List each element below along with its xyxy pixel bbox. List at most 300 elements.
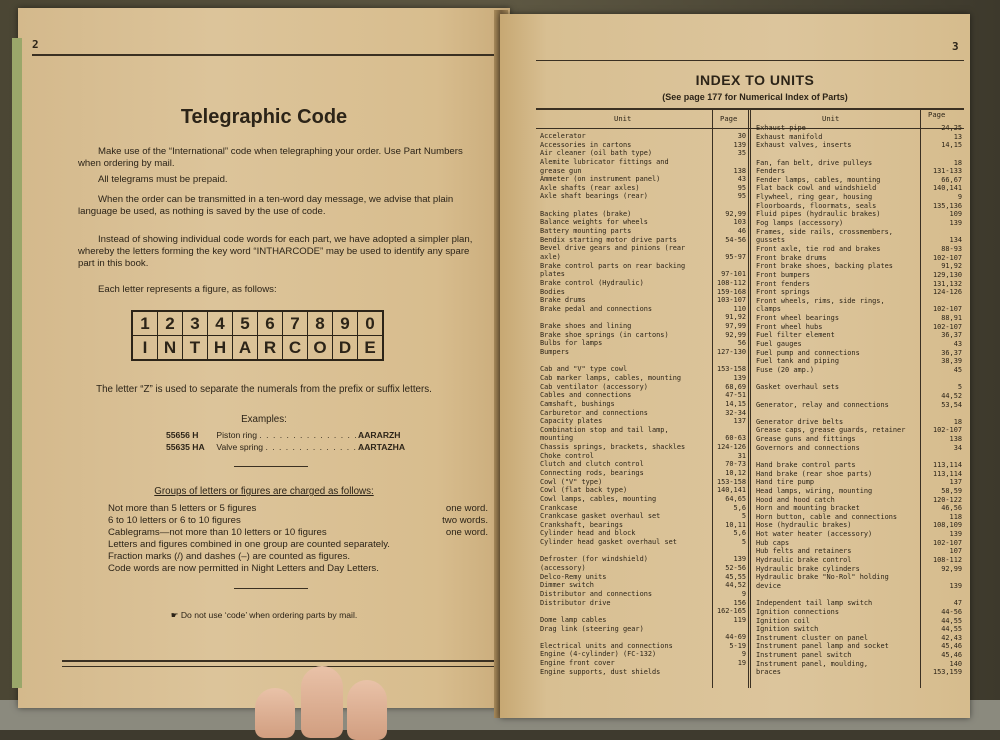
example-answer: AARARZH — [358, 430, 401, 440]
index-entry-unit: Combination stop and tail lamp, — [540, 425, 669, 434]
index-entry-unit: grease gun — [540, 166, 582, 175]
paragraph: Each letter represents a figure, as follows: — [98, 284, 277, 295]
index-entry — [756, 193, 966, 202]
index-entry-page: 14,15 — [725, 399, 746, 408]
index-entry-page: 113,114 — [932, 469, 962, 478]
index-entry — [756, 202, 966, 211]
index-entry — [756, 660, 966, 669]
index-entry — [756, 599, 966, 608]
index-entry-unit: gussets — [756, 236, 786, 245]
index-entry-page: 97-101 — [721, 270, 746, 279]
index-entry-unit: Grease guns and fittings — [756, 435, 856, 444]
index-entry-page: 110 — [733, 304, 746, 313]
index-entry-unit: Brake shoes and lining — [540, 322, 632, 331]
index-entry — [756, 236, 966, 245]
index-entry-unit: Ignition switch — [756, 625, 819, 634]
index-entry-page: 95 — [737, 183, 746, 192]
index-entry-unit: Bevel drive gears and pinions (rear — [540, 244, 686, 253]
index-column-right — [756, 124, 966, 677]
index-entry-page: 92,99 — [725, 209, 746, 218]
code-letter: O — [308, 336, 333, 361]
index-entry — [756, 228, 966, 237]
index-entry-unit: Fuel filter element — [756, 331, 835, 340]
index-entry — [540, 279, 748, 288]
index-entry-unit: braces — [756, 668, 781, 677]
index-entry-unit: Air cleaner (oil bath type) — [540, 149, 653, 158]
index-entry — [540, 443, 748, 452]
index-entry — [756, 521, 966, 530]
index-entry — [540, 331, 748, 340]
index-entry-page: 127-130 — [716, 348, 746, 357]
index-entry-page: 5 — [741, 538, 746, 547]
index-entry — [540, 383, 748, 392]
index-entry — [540, 478, 748, 487]
index-entry-unit: Grease caps, grease guards, retainer — [756, 426, 906, 435]
left-page — [18, 8, 510, 708]
index-entry — [540, 486, 748, 495]
group-rule-charge: one word. — [445, 503, 488, 514]
index-entry — [540, 573, 748, 582]
index-entry — [540, 659, 748, 668]
index-entry — [540, 434, 748, 443]
index-entry — [540, 400, 748, 409]
index-entry — [756, 297, 966, 306]
index-entry-unit: Cowl ("V" type) — [540, 477, 603, 486]
index-entry — [540, 607, 748, 616]
group-rule — [108, 539, 488, 550]
code-letter: D — [333, 336, 358, 361]
index-entry-page: 102-107 — [932, 538, 962, 547]
index-entry — [756, 530, 966, 539]
index-entry — [756, 288, 966, 297]
index-entry-page: 45 — [953, 365, 962, 374]
index-entry-page: 38,39 — [941, 357, 962, 366]
finger — [255, 688, 295, 738]
index-entry-page: 31 — [737, 451, 746, 460]
leader-dots: . . . . . . . . . . . . . . . . — [265, 442, 371, 452]
index-entry-page: 46 — [737, 227, 746, 236]
index-entry-unit: Bumpers — [540, 348, 570, 357]
index-entry-unit: Fluid pipes (hydraulic brakes) — [756, 210, 881, 219]
index-entry-page: 139 — [949, 530, 962, 539]
index-entry-page: 66,67 — [941, 175, 962, 184]
index-entry-unit: Fan, fan belt, drive pulleys — [756, 158, 873, 167]
index-entry — [756, 176, 966, 185]
index-entry-page: 140,141 — [932, 184, 962, 193]
index-entry-page: 43 — [737, 175, 746, 184]
index-entry-unit: Hot water heater (accessory) — [756, 530, 873, 539]
index-entry-page: 95-97 — [725, 252, 746, 261]
index-entry-page: 24,25 — [941, 124, 962, 132]
index-entry — [540, 512, 748, 521]
index-entry-page: 35 — [737, 149, 746, 158]
index-entry — [756, 470, 966, 479]
group-rule — [108, 503, 488, 514]
index-entry-unit: clamps — [756, 305, 781, 314]
index-entry — [540, 555, 748, 564]
group-rule-text: 6 to 10 letters or 6 to 10 figures — [108, 515, 241, 526]
index-entry — [756, 582, 966, 591]
example-answer: AARTAZHA — [358, 442, 406, 452]
index-entry-unit: Flat back cowl and windshield — [756, 184, 877, 193]
index-entry-unit: Exhaust pipe — [756, 124, 806, 132]
index-entry — [756, 634, 966, 643]
index-entry — [756, 219, 966, 228]
index-entry — [756, 159, 966, 168]
index-entry-unit: Crankcase gasket overhaul set — [540, 512, 661, 521]
index-entry — [540, 149, 748, 158]
index-entry-page: 95 — [737, 192, 746, 201]
index-entry-page: 44,55 — [941, 616, 962, 625]
index-entry — [756, 271, 966, 280]
index-entry — [756, 357, 966, 366]
index-entry-unit: Axle shafts (rear axles) — [540, 183, 640, 192]
top-rule — [536, 60, 964, 61]
index-entry — [540, 633, 748, 642]
index-entry-unit: Fuse (20 amp.) — [756, 365, 815, 374]
index-entry-unit: Cab ventilator (accessory) — [540, 382, 648, 391]
example-code: 55656 H — [166, 430, 199, 440]
index-entry-unit: Dome lamp cables — [540, 615, 607, 624]
index-entry — [540, 348, 748, 357]
index-entry-page: 118 — [949, 512, 962, 521]
index-entry-page: 45,46 — [941, 642, 962, 651]
index-entry-unit: Brake drums — [540, 296, 586, 305]
column-header-page: Page — [720, 114, 738, 123]
index-entry-page: 139 — [949, 219, 962, 228]
code-digit: 1 — [132, 311, 158, 336]
index-entry-page: 139 — [733, 555, 746, 564]
index-entry-page: 140 — [949, 659, 962, 668]
page-edge — [12, 38, 22, 688]
index-entry-unit: Capacity plates — [540, 417, 603, 426]
index-entry-page: 124-126 — [932, 288, 962, 297]
index-entry-page: 42,43 — [941, 633, 962, 642]
index-entry-unit: Fuel tank and piping — [756, 357, 839, 366]
index-entry — [756, 210, 966, 219]
index-entry — [756, 280, 966, 289]
index-entry-page: 47-51 — [725, 391, 746, 400]
index-entry-page: 5 — [741, 512, 746, 521]
index-entry — [540, 270, 748, 279]
index-entry — [756, 349, 966, 358]
index-entry-page: 5-19 — [729, 641, 746, 650]
paragraph: When the order can be transmitted in a ten-word day message, we advise that plain language be used, as nothing is saved by the use of code. — [78, 194, 454, 217]
index-entry-unit: Front brake drums — [756, 253, 827, 262]
index-entry-unit: Cab and "V" type cowl — [540, 365, 628, 374]
index-entry-unit: Front bumpers — [756, 270, 810, 279]
fingers — [255, 660, 415, 730]
index-entry-unit: Ignition connections — [756, 607, 839, 616]
index-entry — [540, 547, 748, 556]
index-entry — [540, 668, 748, 677]
index-entry — [540, 167, 748, 176]
index-column-left — [540, 132, 748, 676]
index-entry-page: 107 — [949, 547, 962, 556]
index-entry-page: 131,132 — [932, 279, 962, 288]
index-entry — [540, 357, 748, 366]
index-entry-unit: Instrument cluster on panel — [756, 633, 869, 642]
column-header-page: Page — [928, 110, 946, 119]
index-entry-unit: Electrical units and connections — [540, 641, 673, 650]
index-entry-unit: Hand brake (rear shoe parts) — [756, 469, 873, 478]
index-title: INDEX TO UNITS — [695, 72, 815, 88]
index-entry-page: 102-107 — [932, 426, 962, 435]
index-entry-unit: Brake shoe springs (in cartons) — [540, 330, 669, 339]
index-entry-page: 137 — [949, 478, 962, 487]
index-entry — [540, 529, 748, 538]
index-entry-page: 68,69 — [725, 382, 746, 391]
index-entry — [756, 254, 966, 263]
index-entry-page: 5,6 — [733, 503, 746, 512]
group-rule — [108, 563, 488, 574]
column-header-unit: Unit — [822, 114, 840, 123]
index-entry-page: 34 — [953, 443, 962, 452]
index-entry-unit: Balance weights for wheels — [540, 218, 648, 227]
column-divider — [750, 110, 751, 688]
index-entry-unit: Bulbs for lamps — [540, 339, 603, 348]
index-entry-unit: Fenders — [756, 167, 786, 176]
index-entry — [756, 314, 966, 323]
index-entry — [756, 452, 966, 461]
code-digit: 0 — [358, 311, 384, 336]
index-entry-unit: Front springs — [756, 288, 810, 297]
index-entry — [756, 383, 966, 392]
index-entry — [540, 625, 748, 634]
index-entry — [540, 288, 748, 297]
index-entry — [756, 565, 966, 574]
index-entry-page: 9 — [741, 650, 746, 659]
index-entry-page: 45,46 — [941, 651, 962, 660]
code-digit: 4 — [208, 311, 233, 336]
index-entry-unit: Engine front cover — [540, 659, 615, 668]
index-entry-unit: Battery mounting parts — [540, 227, 632, 236]
index-entry-unit: Instrument panel switch — [756, 651, 852, 660]
index-entry-unit: Engine supports, dust shields — [540, 667, 661, 676]
leader-dots: . . . . . . . . . . . . . . . . — [259, 430, 365, 440]
footnote — [18, 610, 510, 621]
page-title: Telegraphic Code — [180, 106, 348, 128]
index-entry — [756, 556, 966, 565]
index-entry — [756, 444, 966, 453]
index-entry-unit: Hydraulic brake control — [756, 556, 852, 565]
index-entry — [756, 642, 966, 651]
index-entry — [756, 504, 966, 513]
index-entry — [756, 409, 966, 418]
index-entry-page: 52-56 — [725, 564, 746, 573]
index-entry-page: 44,52 — [725, 581, 746, 590]
index-entry-page: 139 — [733, 373, 746, 382]
index-entry — [756, 487, 966, 496]
index-entry-page: 43 — [953, 340, 962, 349]
index-entry-unit: Clutch and clutch control — [540, 460, 644, 469]
index-entry — [540, 262, 748, 271]
index-entry-page: 44,52 — [941, 391, 962, 400]
group-rule-text: Not more than 5 letters or 5 figures — [108, 503, 257, 514]
code-table — [131, 310, 384, 361]
index-entry-unit: Exhaust valves, inserts — [756, 141, 852, 150]
top-rule — [32, 54, 502, 56]
column-header-unit: Unit — [614, 114, 632, 123]
group-rule — [108, 551, 488, 562]
index-entry-unit: Front wheel bearings — [756, 314, 839, 323]
index-entry-page: 88,91 — [941, 314, 962, 323]
index-entry-page: 129,130 — [932, 270, 962, 279]
index-entry-unit: Crankshaft, bearings — [540, 520, 623, 529]
index-entry — [756, 124, 966, 133]
index-entry-page: 109 — [949, 210, 962, 219]
index-entry — [540, 495, 748, 504]
index-entry — [540, 313, 748, 322]
index-entry-unit: Generator, relay and connections — [756, 400, 889, 409]
code-digit: 2 — [158, 311, 183, 336]
index-entry — [756, 392, 966, 401]
index-entry — [540, 417, 748, 426]
index-entry — [756, 651, 966, 660]
index-entry-page: 103-107 — [716, 296, 746, 305]
index-entry — [756, 331, 966, 340]
index-entry — [756, 167, 966, 176]
code-letters-row — [132, 336, 383, 361]
code-letter: E — [358, 336, 384, 361]
index-entry-page: 44-56 — [941, 607, 962, 616]
code-letter: I — [132, 336, 158, 361]
index-entry — [540, 322, 748, 331]
index-entry-unit: Cowl (flat back type) — [540, 486, 628, 495]
index-entry-unit: Backing plates (brake) — [540, 209, 632, 218]
index-entry-unit: Exhaust manifold — [756, 132, 823, 141]
code-letter: R — [258, 336, 283, 361]
index-entry-unit: Front wheels, rims, side rings, — [756, 296, 885, 305]
index-entry — [540, 339, 748, 348]
index-entry-unit: Front wheel hubs — [756, 322, 823, 331]
code-letter: C — [283, 336, 308, 361]
index-entry-unit: Cowl lamps, cables, mounting — [540, 494, 657, 503]
index-entry-unit: Fuel pump and connections — [756, 348, 860, 357]
index-entry — [540, 365, 748, 374]
index-entry-page: 30 — [737, 132, 746, 140]
index-entry-unit: Bendix starting motor drive parts — [540, 235, 677, 244]
index-entry — [756, 513, 966, 522]
index-entry-page: 102-107 — [932, 305, 962, 314]
index-entry-unit: Instrument panel lamp and socket — [756, 642, 889, 651]
code-digit: 5 — [233, 311, 258, 336]
group-rule-charge: one word. — [445, 527, 488, 538]
index-entry-unit: Cab marker lamps, cables, mounting — [540, 373, 682, 382]
index-entry — [540, 642, 748, 651]
code-digit: 8 — [308, 311, 333, 336]
index-entry-unit: Chassis springs, brackets, shackles — [540, 443, 686, 452]
group-rule — [108, 515, 488, 526]
index-entry-unit: Dimmer switch — [540, 581, 594, 590]
index-entry-unit: plates — [540, 270, 565, 279]
index-entry-page: 9 — [741, 589, 746, 598]
index-entry-unit: Hand brake control parts — [756, 460, 856, 469]
code-digit: 9 — [333, 311, 358, 336]
group-rule-text: Code words are now permitted in Night Letters and Day Letters. — [108, 563, 379, 574]
index-entry-page: 102-107 — [932, 253, 962, 262]
index-entry — [540, 391, 748, 400]
index-entry-page: 19 — [737, 659, 746, 668]
index-entry-page: 108-112 — [716, 278, 746, 287]
index-entry — [756, 539, 966, 548]
index-entry — [756, 340, 966, 349]
index-entry — [540, 296, 748, 305]
group-rule-text: Fraction marks (/) and dashes (–) are counted as figures. — [108, 551, 351, 562]
index-entry-page: 88-93 — [941, 244, 962, 253]
finger — [347, 680, 387, 740]
index-entry-unit: Engine (4-cylinder) (FC-132) — [540, 650, 657, 659]
index-entry — [540, 175, 748, 184]
index-entry-unit: Front brake shoes, backing plates — [756, 262, 893, 271]
index-entry-page: 97,99 — [725, 322, 746, 331]
index-entry — [540, 504, 748, 513]
pointing-hand-icon: ☛ — [170, 610, 181, 620]
index-entry — [756, 323, 966, 332]
index-entry — [540, 564, 748, 573]
index-entry-page: 64,65 — [725, 494, 746, 503]
index-entry — [756, 668, 966, 677]
index-entry — [540, 244, 748, 253]
index-entry-page: 124-126 — [716, 443, 746, 452]
index-entry-unit: Horn and mounting bracket — [756, 504, 860, 513]
index-entry-unit: (accessory) — [540, 564, 586, 573]
index-entry — [540, 158, 748, 167]
index-entry-unit: Hydraulic brake "No-Rol" holding — [756, 573, 889, 582]
index-entry — [756, 461, 966, 470]
paragraph: Instead of showing individual code words for each part, we have adopted a simpler plan, whereby the letters forming the key word “INTHARCODE” may be used to identify any spare part in this book. — [78, 234, 473, 269]
index-entry-page: 14,15 — [941, 141, 962, 150]
index-entry — [540, 210, 748, 219]
code-digit: 6 — [258, 311, 283, 336]
index-entry — [540, 469, 748, 478]
index-entry — [540, 521, 748, 530]
index-entry-unit: Delco-Remy units — [540, 572, 607, 581]
right-page — [500, 14, 970, 718]
code-letter: N — [158, 336, 183, 361]
index-entry-unit: Axle shaft bearings (rear) — [540, 192, 648, 201]
index-entry-page: 138 — [949, 435, 962, 444]
index-entry-page: 159-168 — [716, 287, 746, 296]
index-entry-page: 139 — [949, 581, 962, 590]
divider — [234, 588, 308, 589]
index-entry — [540, 192, 748, 201]
index-entry-unit: Cylinder head gasket overhaul set — [540, 538, 677, 547]
index-entry-page: 103 — [733, 218, 746, 227]
index-entry-page: 162-165 — [716, 607, 746, 616]
groups-heading: Groups of letters or figures are charged as follows: — [154, 486, 374, 497]
index-entry — [756, 141, 966, 150]
index-entry-unit: mounting — [540, 434, 574, 443]
index-entry-unit: Distributor and connections — [540, 589, 653, 598]
index-entry — [540, 253, 748, 262]
index-entry — [756, 547, 966, 556]
index-entry — [756, 366, 966, 375]
index-entry — [540, 374, 748, 383]
index-entry — [540, 409, 748, 418]
index-entry-page: 45,55 — [725, 572, 746, 581]
index-entry — [540, 452, 748, 461]
index-entry-unit: Floorboards, floormats, seals — [756, 201, 877, 210]
index-entry-page: 18 — [953, 158, 962, 167]
index-entry — [756, 435, 966, 444]
code-digit: 3 — [183, 311, 208, 336]
index-entry-unit: Independent tail lamp switch — [756, 599, 873, 608]
index-entry-unit: Hydraulic brake cylinders — [756, 564, 860, 573]
index-entry — [756, 262, 966, 271]
index-entry-page: 108-112 — [932, 556, 962, 565]
example-desc: Valve spring — [216, 442, 264, 452]
